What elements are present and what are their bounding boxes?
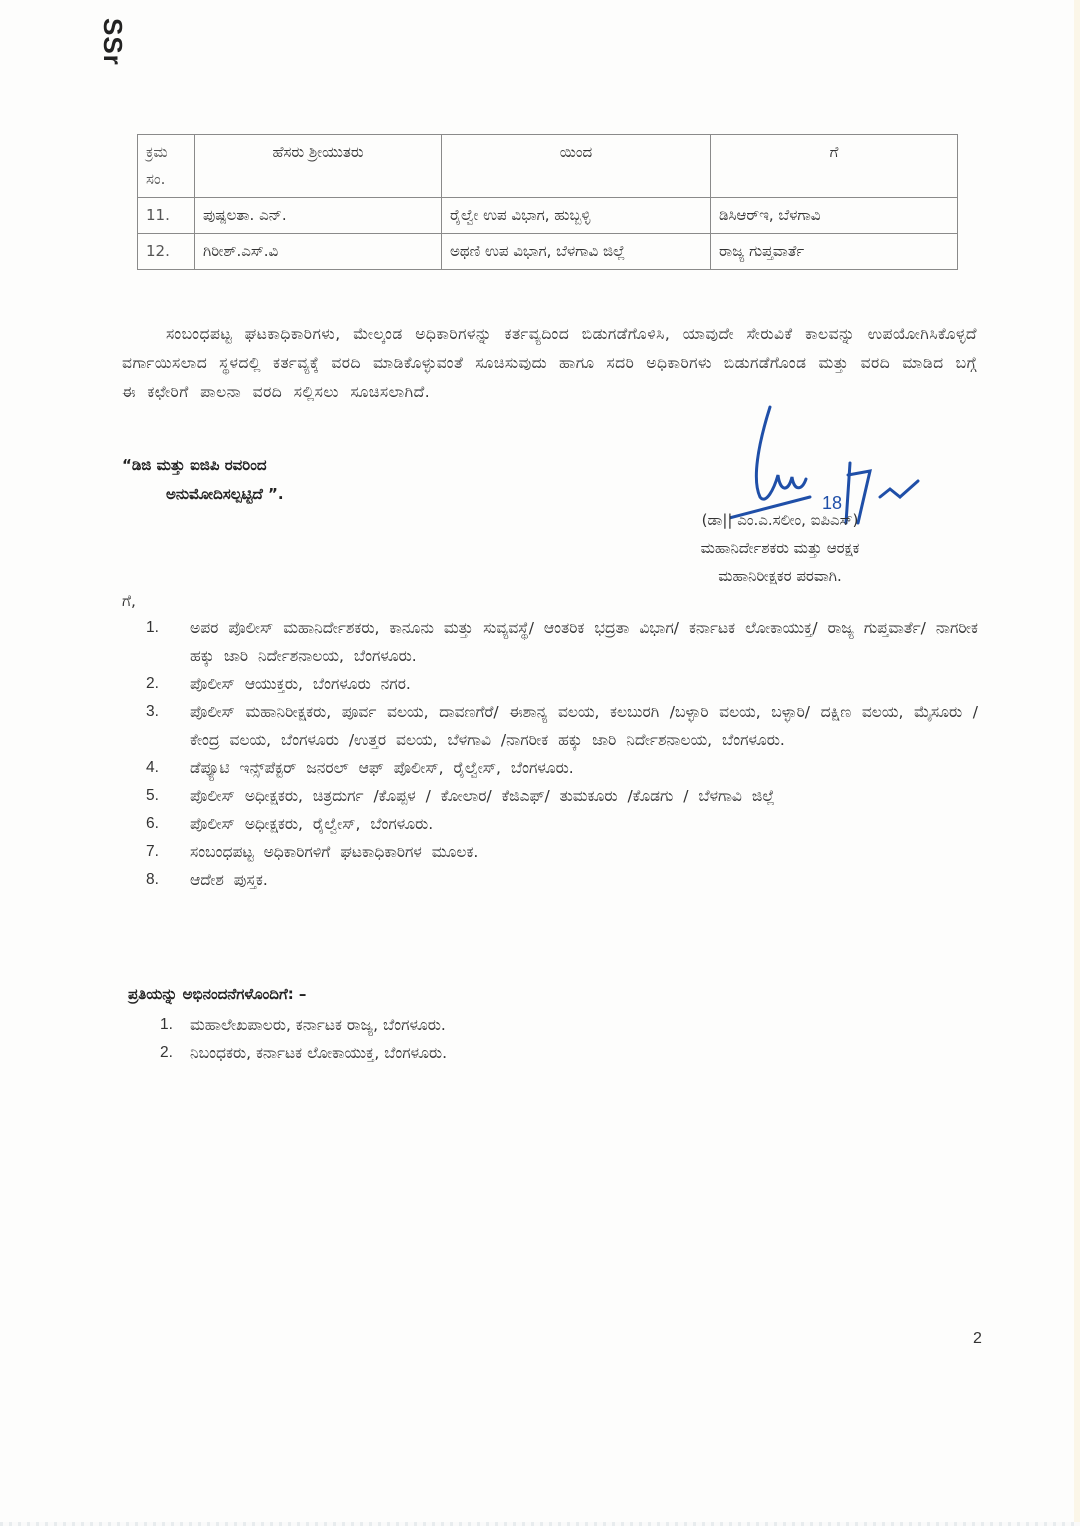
page-number: 2	[973, 1330, 982, 1347]
list-number: 7.	[146, 843, 159, 860]
handwritten-stamp: SSr	[98, 18, 128, 66]
approval-note	[122, 451, 284, 509]
recipients-list	[146, 614, 978, 894]
signatory-designation-1: ಮಹಾನಿರ್ದೇಶಕರು ಮತ್ತು ಆರಕ್ಷಕ	[700, 539, 860, 557]
list-item	[146, 782, 978, 810]
header-name: ಹೆಸರು ಶ್ರೀಯುತರು	[195, 135, 442, 198]
list-item	[146, 670, 978, 698]
table-row	[138, 234, 958, 270]
list-text: ಅಪರ ಪೊಲೀಸ್ ಮಹಾನಿರ್ದೇಶಕರು, ಕಾನೂನು ಮತ್ತು ಸುವ್ಯವಸ್ಥೆ/ ಆಂತರಿಕ ಭದ್ರತಾ ವಿಭಾಗ/ ಕರ್ನಾಟಕ ಲೋಕಾಯುಕ್ತ/ ರಾಜ್ಯ ಗುಪ್ತವಾರ್ತೆ/ ನಾಗರೀಕ ಹಕ್ಕು ಜಾರಿ ನಿರ್ದೇಶನಾಲಯ, ಬೆಂಗಳೂರು.	[190, 619, 978, 665]
list-number: 1.	[146, 619, 159, 636]
cell-name: ಪುಷ್ಪಲತಾ. ಎನ್.	[195, 198, 442, 234]
cell-name: ಗಿರೀಶ್.ಎಸ್.ವಿ	[195, 234, 442, 270]
list-text: ಪೊಲೀಸ್ ಅಧೀಕ್ಷಕರು, ಚಿತ್ರದುರ್ಗ /ಕೊಪ್ಪಳ / ಕೋಲಾರ/ ಕೆಜಿಎಫ್/ ತುಮಕೂರು /ಕೊಡಗು / ಬೆಳಗಾವಿ ಜಿಲ್ಲೆ	[190, 787, 775, 805]
list-text: ಸಂಬಂಧಪಟ್ಟ ಅಧಿಕಾರಿಗಳಿಗೆ ಘಟಕಾಧಿಕಾರಿಗಳ ಮೂಲಕ.	[190, 843, 479, 861]
list-number: 8.	[146, 871, 159, 888]
copies-list	[160, 1011, 447, 1067]
list-number: 2.	[160, 1044, 173, 1061]
header-to: ಗೆ	[711, 135, 958, 198]
list-number: 1.	[160, 1016, 173, 1033]
list-text: ಮಹಾಲೇಖಪಾಲರು, ಕರ್ನಾಟಕ ರಾಜ್ಯ, ಬೆಂಗಳೂರು.	[190, 1016, 446, 1034]
scan-edge-right	[1074, 0, 1080, 1526]
cell-to: ಡಿಸಿಆರ್‌ಇ, ಬೆಳಗಾವಿ	[711, 198, 958, 234]
list-number: 5.	[146, 787, 159, 804]
approval-line-1: “ಡಿಜಿ ಮತ್ತು ಐಜಿಪಿ ರವರಿಂದ	[122, 456, 267, 474]
list-item	[146, 698, 978, 754]
table-header-row	[138, 135, 958, 198]
list-text: ಪೊಲೀಸ್ ಅಧೀಕ್ಷಕರು, ರೈಲ್ವೇಸ್, ಬೆಂಗಳೂರು.	[190, 815, 434, 833]
list-text: ಡೆಪ್ಯೂಟಿ ಇನ್ಸ್‌ಪೆಕ್ಟರ್ ಜನರಲ್ ಆಫ್ ಪೊಲೀಸ್, ರೈಲ್ವೇಸ್, ಬೆಂಗಳೂರು.	[190, 759, 574, 777]
header-from: ಯಿಂದ	[442, 135, 711, 198]
scan-edge-bottom	[0, 1522, 1080, 1526]
list-item	[146, 838, 978, 866]
signatory-block	[630, 506, 930, 590]
cell-serial: 12.	[138, 234, 195, 270]
list-number: 3.	[146, 703, 159, 720]
table-row	[138, 198, 958, 234]
list-item	[160, 1011, 447, 1039]
transfer-table	[137, 134, 958, 270]
signature-date-text: 18	[822, 493, 843, 513]
cell-serial: 11.	[138, 198, 195, 234]
list-number: 4.	[146, 759, 159, 776]
to-label: ಗೆ,	[122, 592, 136, 610]
list-text: ನಿಬಂಧಕರು, ಕರ್ನಾಟಕ ಲೋಕಾಯುಕ್ತ, ಬೆಂಗಳೂರು.	[190, 1044, 448, 1062]
list-item	[146, 866, 978, 894]
list-item	[146, 810, 978, 838]
header-serial: ಕ್ರಮ ಸಂ.	[138, 135, 195, 198]
signatory-name: (ಡಾ|| ಎಂ.ಎ.ಸಲೀಂ, ಐಪಿಎಸ್)	[701, 511, 859, 529]
list-text: ಪೊಲೀಸ್ ಆಯುಕ್ತರು, ಬೆಂಗಳೂರು ನಗರ.	[190, 675, 411, 693]
list-text: ಪೊಲೀಸ್ ಮಹಾನಿರೀಕ್ಷಕರು, ಪೂರ್ವ ವಲಯ, ದಾವಣಗೆರೆ/ ಈಶಾನ್ಯ ವಲಯ, ಕಲಬುರಗಿ /ಬಳ್ಳಾರಿ ವಲಯ, ಬಳ್ಳಾರಿ/ ದಕ್ಷಿಣ ವಲಯ, ಮೈಸೂರು /ಕೇಂದ್ರ ವಲಯ, ಬೆಂಗಳೂರು /ಉತ್ತರ ವಲಯ, ಬೆಳಗಾವಿ /ನಾಗರೀಕ ಹಕ್ಕು ಜಾರಿ ನಿರ್ದೇಶನಾಲಯ, ಬೆಂಗಳೂರು.	[190, 703, 978, 749]
signatory-designation-2: ಮಹಾನಿರೀಕ್ಷಕರ ಪರವಾಗಿ.	[718, 567, 842, 585]
list-text: ಆದೇಶ ಪುಸ್ತಕ.	[190, 871, 268, 889]
list-item	[146, 614, 978, 670]
instruction-paragraph: ಸಂಬಂಧಪಟ್ಟ ಘಟಕಾಧಿಕಾರಿಗಳು, ಮೇಲ್ಕಂಡ ಅಧಿಕಾರಿಗಳನ್ನು ಕರ್ತವ್ಯದಿಂದ ಬಿಡುಗಡೆಗೊಳಿಸಿ, ಯಾವುದೇ ಸೇರುವಿಕೆ ಕಾಲವನ್ನು ಉಪಯೋಗಿಸಿಕೊಳ್ಳದೆ ವರ್ಗಾಯಿಸಲಾದ ಸ್ಥಳದಲ್ಲಿ ಕರ್ತವ್ಯಕ್ಕೆ ವರದಿ ಮಾಡಿಕೊಳ್ಳುವಂತೆ ಸೂಚಿಸುವುದು ಹಾಗೂ ಸದರಿ ಅಧಿಕಾರಿಗಳು ಬಿಡುಗಡೆಗೊಂಡ ಮತ್ತು ವರದಿ ಮಾಡಿದ ಬಗ್ಗೆ ಈ ಕಛೇರಿಗೆ ಪಾಲನಾ ವರದಿ ಸಲ್ಲಿಸಲು ಸೂಚಿಸಲಾಗಿದೆ.	[122, 325, 977, 401]
cell-from: ಅಥಣಿ ಉಪ ವಿಭಾಗ, ಬೆಳಗಾವಿ ಜಿಲ್ಲೆ	[442, 234, 711, 270]
list-item	[160, 1039, 447, 1067]
signature-stroke	[756, 407, 806, 499]
approval-line-2: ಅನುಮೋದಿಸಲ್ಪಟ್ಟಿದೆ ”.	[166, 485, 284, 503]
copy-to-label: ಪ್ರತಿಯನ್ನು ಅಭಿನಂದನೆಗಳೊಂದಿಗೆ: –	[128, 985, 307, 1003]
list-number: 2.	[146, 675, 159, 692]
cell-to: ರಾಜ್ಯ ಗುಪ್ತವಾರ್ತೆ	[711, 234, 958, 270]
list-number: 6.	[146, 815, 159, 832]
cell-from: ರೈಲ್ವೇ ಉಪ ವಿಭಾಗ, ಹುಬ್ಬಳ್ಳಿ	[442, 198, 711, 234]
list-item	[146, 754, 978, 782]
